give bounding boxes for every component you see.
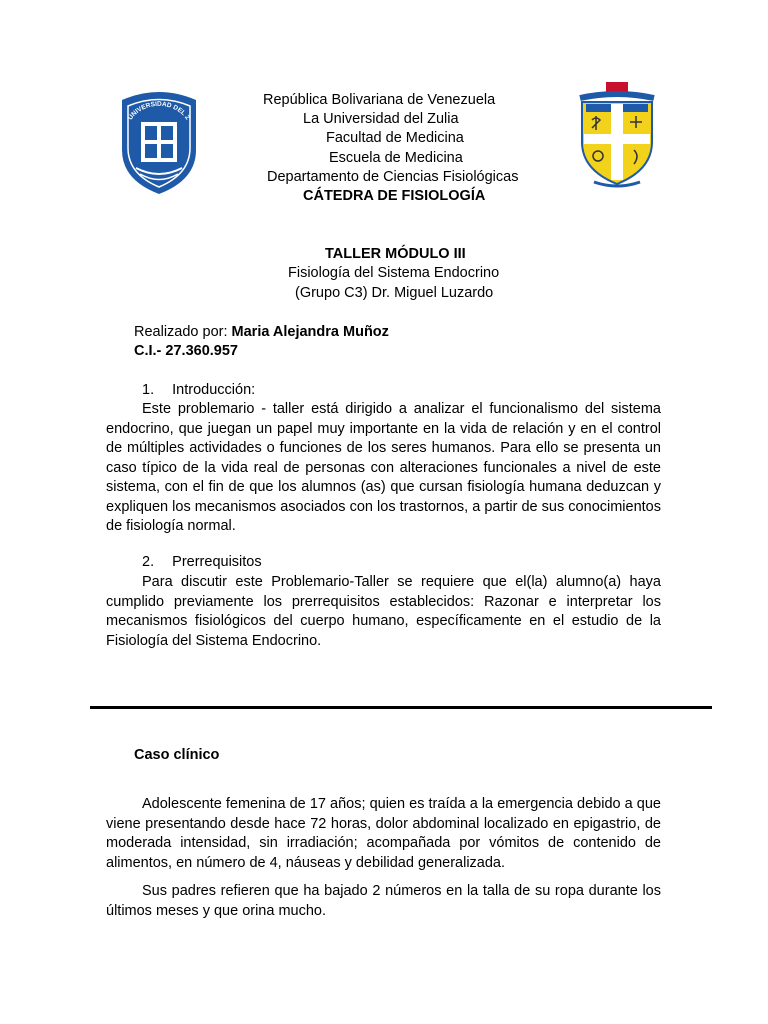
- author-label: Realizado por:: [134, 324, 228, 340]
- section-divider: [90, 706, 712, 709]
- prereq-number: 2.: [142, 554, 155, 570]
- header-republic: República Bolivariana de Venezuela: [263, 92, 496, 108]
- title-subject: Fisiología del Sistema Endocrino: [288, 265, 500, 281]
- intro-heading-text: Introducción:: [172, 382, 256, 398]
- university-logo-text: UNIVERSIDAD DEL Z: [126, 100, 192, 122]
- header-faculty: Facultad de Medicina: [326, 130, 464, 146]
- case-paragraph-2: [106, 882, 661, 921]
- prereq-heading: [142, 553, 262, 573]
- case-text-1: Adolescente femenina de 17 años; quien es traída a la emergencia debido a que viene presentando desde hace 72 horas, dolor abdominal localizado en epigastrio, de moderada intensidad, sin irradiación; acompañada por vómitos de contenido de alimentos, en número de 4, náuseas y debilidad generalizada.: [106, 796, 661, 871]
- author-line: [134, 323, 389, 343]
- intro-text: Este problemario - taller está dirigido a analizar el funcionalismo del sistema endocrino, que juegan un papel muy importante en la vida de relación y en el control de múltiples actividades o funciones de los seres humanos. Para ello se presenta un caso típico de la vida real de personas con alteraciones funcionales a nivel de este sistema, con el fin de que los alumnos (as) que cursan fisiología humana deduzcan y expliquen los mecanismos asociados con los trastornos, a partir de sus conocimientos de fisiología normal.: [106, 401, 661, 534]
- case-heading: Caso clínico: [134, 747, 220, 763]
- title-group: (Grupo C3) Dr. Miguel Luzardo: [295, 285, 494, 301]
- case-text-2: Sus padres refieren que ha bajado 2 números en la talla de su ropa durante los últimos meses y que orina mucho.: [106, 883, 661, 919]
- university-logo: [116, 88, 202, 196]
- author-id: C.I.- 27.360.957: [134, 343, 238, 359]
- header-university: La Universidad del Zulia: [303, 111, 459, 127]
- header-school: Escuela de Medicina: [329, 150, 463, 166]
- prereq-text: Para discutir este Problemario-Taller se requiere que el(la) alumno(a) haya cumplido previamente los prerrequisitos establecidos: Razonar e interpretar los mecanismos fisiológicos del cuerpo humano, específicamente en el estudio de la Fisiología del Sistema Endocrino.: [106, 574, 661, 649]
- header-department: Departamento de Ciencias Fisiológicas: [267, 169, 519, 185]
- case-paragraph-1: [106, 795, 661, 873]
- prereq-paragraph: [106, 573, 661, 651]
- author-name: Maria Alejandra Muñoz: [231, 324, 389, 340]
- header-chair: CÁTEDRA DE FISIOLOGÍA: [303, 188, 486, 204]
- intro-paragraph: [106, 400, 661, 537]
- intro-heading: [142, 381, 255, 401]
- prereq-heading-text: Prerrequisitos: [172, 554, 262, 570]
- page-title: TALLER MÓDULO III: [325, 246, 466, 262]
- faculty-logo: [572, 82, 662, 190]
- intro-number: 1.: [142, 382, 155, 398]
